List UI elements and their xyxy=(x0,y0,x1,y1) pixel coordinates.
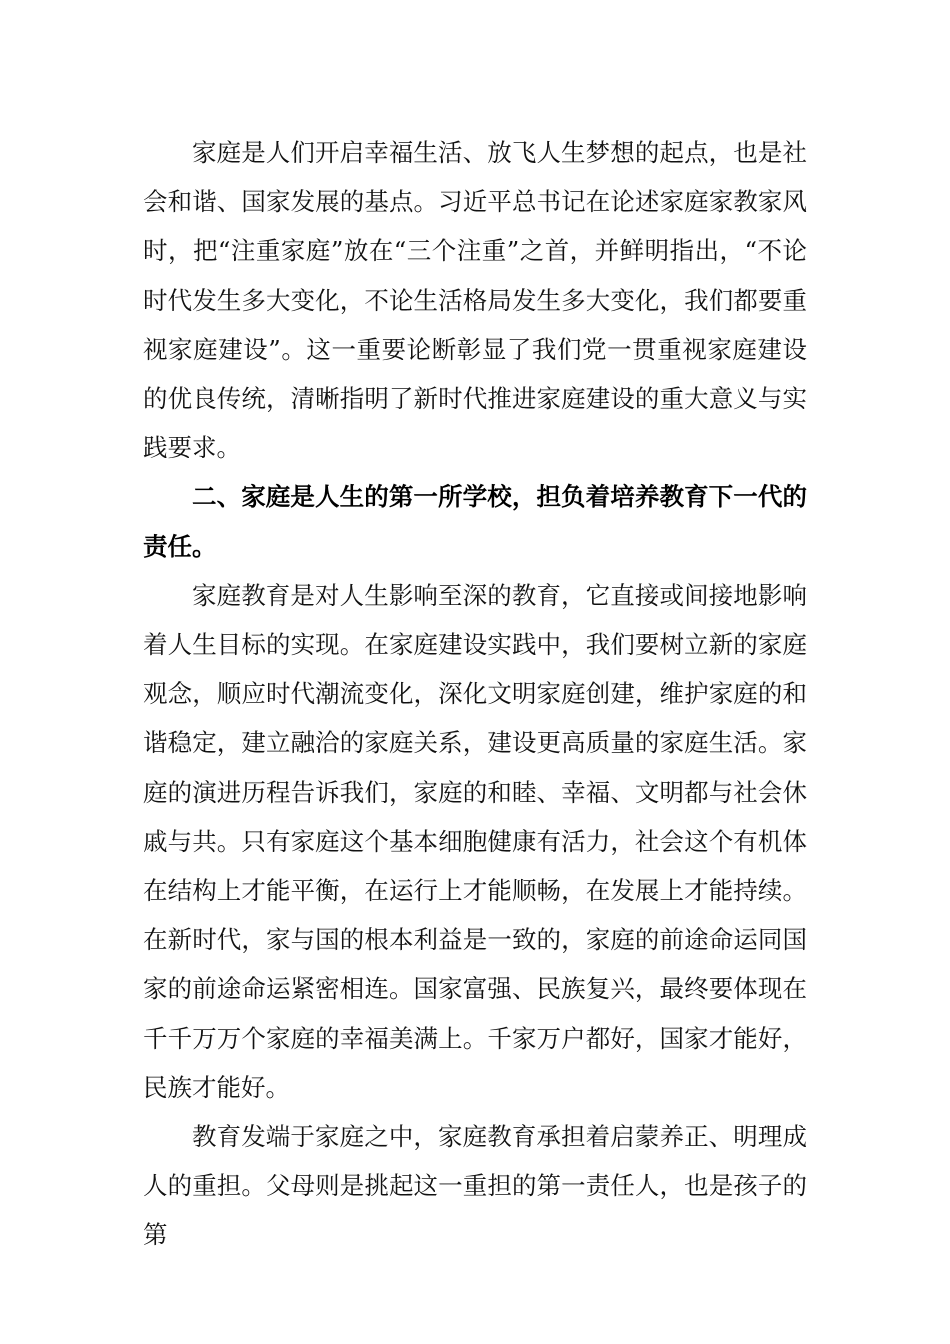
paragraph-family-education: 家庭教育是对人生影响至深的教育，它直接或间接地影响着人生目标的实现。在家庭建设实践中，我们要树立新的家庭观念，顺应时代潮流变化，深化文明家庭创建，维护家庭的和谐稳定，建立融洽的家庭关系，建设更高质量的家庭生活。家庭的演进历程告诉我们，家庭的和睦、幸福、文明都与社会休戚与共。只有家庭这个基本细胞健康有活力，社会这个有机体在结构上才能平衡，在运行上才能顺畅，在发展上才能持续。在新时代，家与国的根本利益是一致的，家庭的前途命运同国家的前途命运紧密相连。国家富强、民族复兴，最终要体现在千千万万个家庭的幸福美满上。千家万户都好，国家才能好，民族才能好。 xyxy=(143,580,807,1102)
paragraph-intro: 家庭是人们开启幸福生活、放飞人生梦想的起点，也是社会和谐、国家发展的基点。习近平总书记在论述家庭家教家风时，把“注重家庭”放在“三个注重”之首，并鲜明指出，“不论时代发生多大变化，不论生活格局发生多大变化，我们都要重视家庭建设”。这一重要论断彰显了我们党一贯重视家庭建设的优良传统，清晰指明了新时代推进家庭建设的重大意义与实践要求。 xyxy=(143,138,807,463)
section-heading: 二、家庭是人生的第一所学校，担负着培养教育下一代的责任。 xyxy=(143,482,807,561)
document-body xyxy=(143,128,807,1260)
paragraph-education-origin: 教育发端于家庭之中，家庭教育承担着启蒙养正、明理成人的重担。父母则是挑起这一重担的第一责任人，也是孩子的第 xyxy=(143,1122,807,1250)
